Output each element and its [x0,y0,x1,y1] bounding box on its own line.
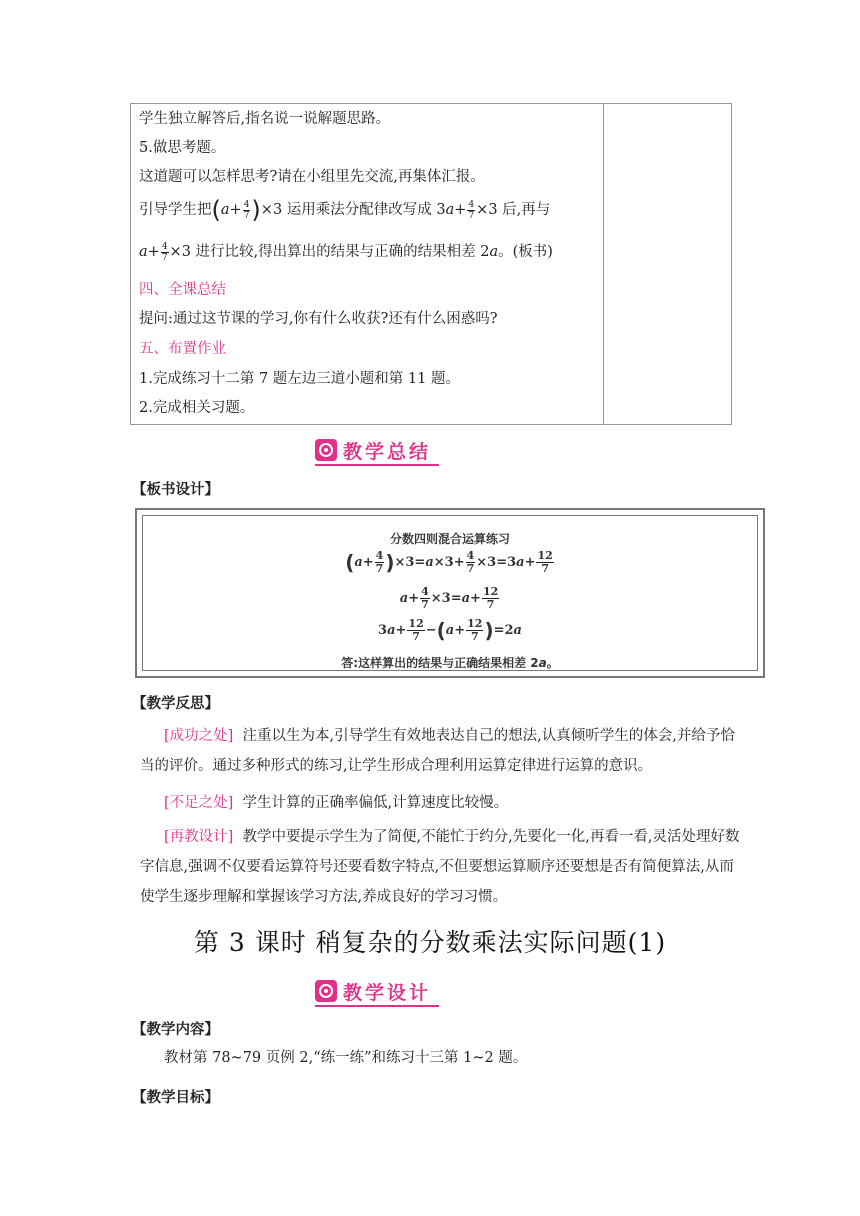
table-line: 提问:通过这节课的学习,你有什么收获?还有什么困惑吗? [139,311,498,327]
flower-icon [315,439,337,461]
content-text: 教材第 78~79 页例 2,“练一练”和练习十三第 1~2 题。 [164,1050,528,1066]
reflection-success: [成功之处] 注重以生为本,引导学生有效地表达自己的想法,认真倾听学生的体会,并给予恰当的评价。通过多种形式的练习,让学生形成合理利用运算定律进行运算的意识。 [140,728,735,774]
board-title: 分数四则混合运算练习 [389,532,510,546]
fraction: $\frac{4}{7}$ [468,199,475,221]
board-design-box [135,508,765,678]
table-line: 5.做思考题。 [139,140,226,156]
table-line: 学生独立解答后,指名说一说解题思路。 [139,111,391,127]
table-line: 2.完成相关习题。 [139,400,255,416]
lesson-title: 第 3 课时 稍复杂的分数乘法实际问题(1) [193,928,667,957]
table-column-divider [603,104,604,424]
table-line-formula: a+ $\frac{4}{7}$ ×3 进行比较,得出算出的结果与正确的结果相差 2a。(板书) [139,241,553,263]
reflection-label: 【教学反思】 [132,695,219,712]
table-line: 这道题可以怎样思考?请在小组里先交流,再集体汇报。 [139,169,485,185]
banner-teaching-summary: 教学总结 [315,437,431,463]
board-equation-3: 3a+ $\frac{12}{7}$ −(a+ $\frac{12}{7}$ )=2a [378,617,522,643]
shortfall-tag: [不足之处] [164,795,234,811]
table-line: 1.完成练习十二第 7 题左边三道小题和第 11 题。 [139,371,460,387]
table-line-formula: 引导学生把(a+ $\frac{4}{7}$ )×3 运用乘法分配律改写成 3a+ $\frac{4}{7}$ ×3 后,再与 [139,196,551,224]
paren-close: ) [251,196,261,224]
fraction: $\frac{4}{7}$ [243,199,250,221]
fraction: $\frac{4}{7}$ [161,241,168,263]
section-heading: 五、布置作业 [139,341,226,357]
board-design-label: 【板书设计】 [132,481,219,498]
board-equation-1: (a+ $\frac{4}{7}$ )×3=a×3+ $\frac{4}{7}$ ×3=3a+ $\frac{12}{7}$ [345,549,553,575]
reflection-redesign: [再教设计] 教学中要提示学生为了简便,不能忙于约分,先要化一化,再看一看,灵活处理好数字信息,强调不仅要看运算符号还要看数字特点,不但要想运算顺序还要想是否有简便算法,从而使学生逐步理解和掌握该学习方法,养成良好的学习习惯。 [140,829,740,905]
content-label: 【教学内容】 [132,1021,219,1038]
reflection-shortfall: [不足之处] 学生计算的正确率偏低,计算速度比较慢。 [164,795,509,811]
paren-open: ( [211,196,221,224]
board-equation-2: a+ $\frac{4}{7}$ ×3=a+ $\frac{12}{7}$ [399,585,499,611]
board-answer: 答:这样算出的结果与正确结果相差 2a。 [341,656,559,670]
flower-icon [315,980,337,1002]
section-heading: 四、全课总结 [139,282,226,298]
banner-teaching-design: 教学设计 [315,978,431,1004]
goals-label: 【教学目标】 [132,1089,219,1106]
redesign-tag: [再教设计] [164,829,234,845]
success-tag: [成功之处] [164,728,234,744]
lesson-table [130,103,732,425]
